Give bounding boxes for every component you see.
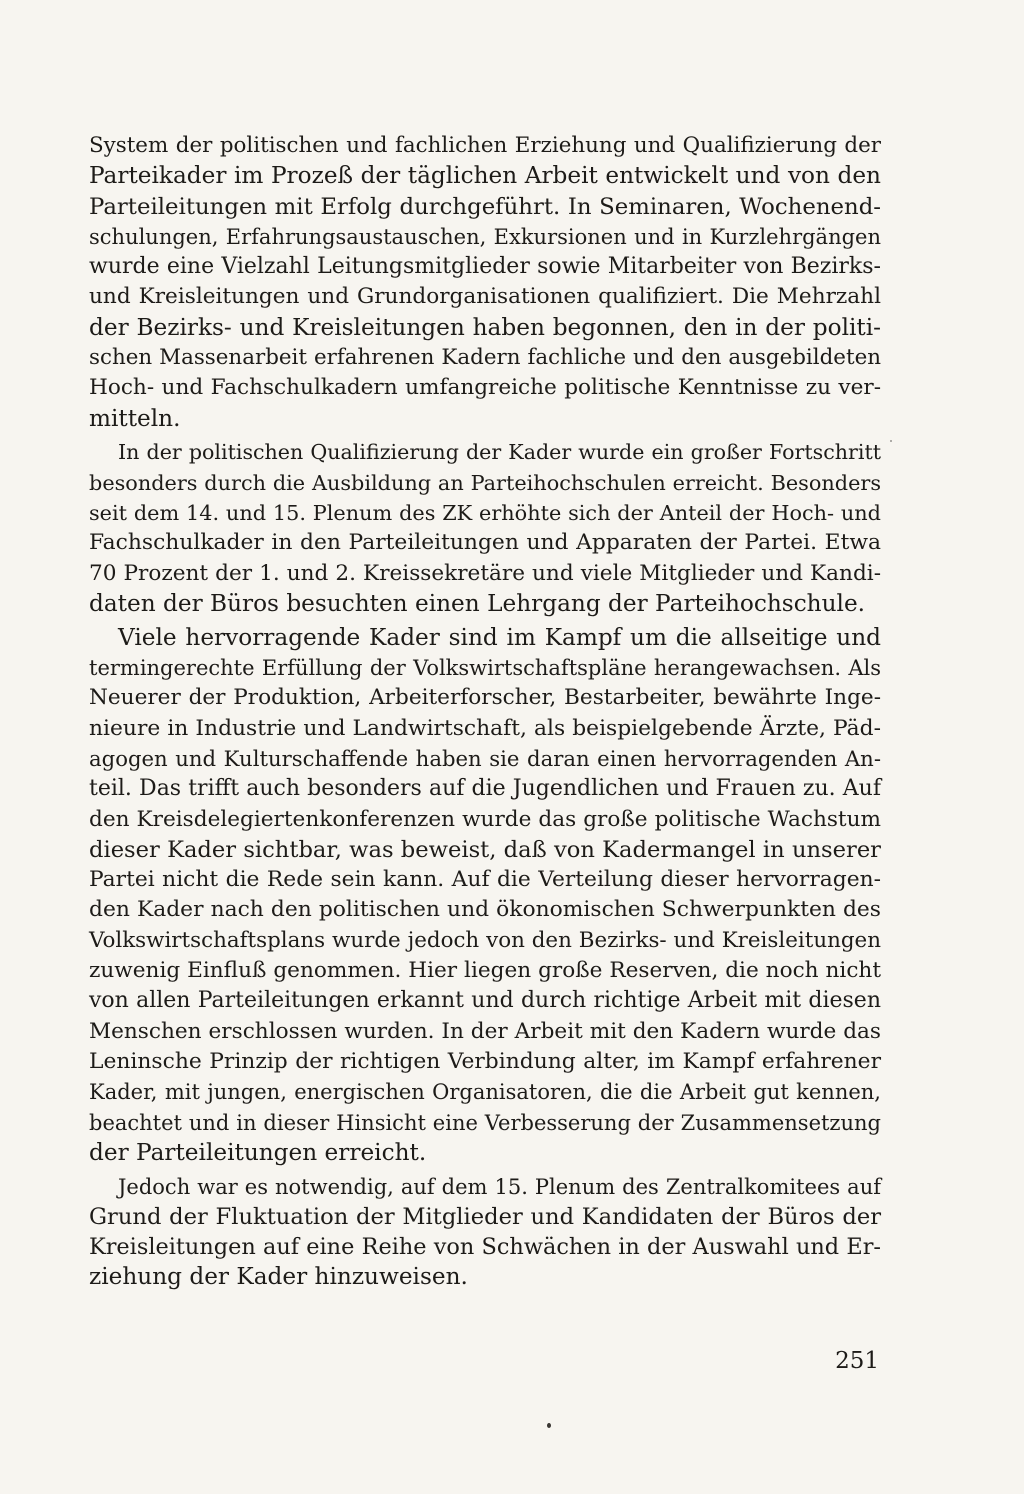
text-line: beachtet und in dieser Hinsicht eine Verbesserung der Zusammensetzung xyxy=(89,1110,881,1135)
text-line: Menschen erschlossen wurden. In der Arbeit mit den Kadern wurde das xyxy=(89,1018,881,1044)
text-line: Parteikader im Prozeß der täglichen Arbeit entwickelt und von den xyxy=(89,162,881,190)
paragraph xyxy=(89,437,881,619)
text-line: termingerechte Erfüllung der Volkswirtschaftspläne herangewachsen. Als xyxy=(89,656,881,681)
text-line: Neuerer der Produktion, Arbeiterforscher, Bestarbeiter, bewährte Inge- xyxy=(89,685,881,711)
text-line: Kader, mit jungen, energischen Organisatoren, die die Arbeit gut kennen, xyxy=(89,1080,881,1105)
body-text xyxy=(89,131,881,1293)
text-line: den Kader nach den politischen und ökonomischen Schwerpunkten des xyxy=(89,897,881,923)
page-number: 251 xyxy=(835,1348,879,1374)
text-line: den Kreisdelegiertenkonferenzen wurde das große politische Wachstum xyxy=(89,806,881,832)
print-speck xyxy=(890,440,892,442)
paragraph xyxy=(89,623,881,1168)
text-line: Leninsche Prinzip der richtigen Verbindung alter, im Kampf erfahrener xyxy=(89,1048,881,1074)
text-line: schen Massenarbeit erfahrenen Kadern fachliche und den ausgebildeten xyxy=(89,345,881,371)
text-line: nieure in Industrie und Landwirtschaft, als beispielgebende Ärzte, Päd- xyxy=(89,715,881,741)
text-line: Partei nicht die Rede sein kann. Auf die Verteilung dieser hervorragen- xyxy=(89,867,881,893)
text-line: der Bezirks- und Kreisleitungen haben begonnen, den in der politi- xyxy=(89,313,881,341)
text-line: seit dem 14. und 15. Plenum des ZK erhöhte sich der Anteil der Hoch- und xyxy=(89,501,881,526)
text-line: 70 Prozent der 1. und 2. Kreissekretäre und viele Mitglieder und Kandi- xyxy=(89,560,881,586)
text-line: In der politischen Qualifizierung der Kader wurde ein großer Fortschritt xyxy=(118,440,881,465)
text-line: schulungen, Erfahrungsaustauschen, Exkursionen und in Kurzlehrgängen xyxy=(89,224,881,249)
text-line: und Kreisleitungen und Grundorganisationen qualifiziert. Die Mehrzahl xyxy=(89,284,881,310)
text-line: Parteileitungen mit Erfolg durchgeführt. In Seminaren, Wochenend- xyxy=(89,193,881,220)
text-line: Hoch- und Fachschulkadern umfangreiche politische Kenntnisse zu ver- xyxy=(89,375,881,401)
text-line: System der politischen und fachlichen Erziehung und Qualifizierung der xyxy=(89,133,881,158)
text-line: dieser Kader sichtbar, was beweist, daß von Kadermangel in unserer xyxy=(89,836,881,863)
text-line: wurde eine Vielzahl Leitungsmitglieder sowie Mitarbeiter von Bezirks- xyxy=(89,254,881,280)
paragraph xyxy=(89,1172,881,1293)
text-line: der Parteileitungen erreicht. xyxy=(89,1138,427,1166)
text-line: Jedoch war es notwendig, auf dem 15. Plenum des Zentralkomitees auf xyxy=(118,1174,881,1199)
text-line: von allen Parteileitungen erkannt und durch richtige Arbeit mit diesen xyxy=(89,988,881,1014)
text-line: besonders durch die Ausbildung an Parteihochschulen erreicht. Besonders xyxy=(89,470,881,495)
text-line: mitteln. xyxy=(89,404,181,432)
text-line: Viele hervorragende Kader sind im Kampf um die allseitige und xyxy=(118,623,881,651)
text-line: Fachschulkader in den Parteileitungen und Apparaten der Partei. Etwa xyxy=(89,530,881,556)
text-line: Kreisleitungen auf eine Reihe von Schwächen in der Auswahl und Er- xyxy=(89,1234,881,1261)
text-line: zuwenig Einfluß genommen. Hier liegen große Reserven, die noch nicht xyxy=(89,958,881,984)
text-line: agogen und Kulturschaffende haben sie daran einen hervorragenden An- xyxy=(89,745,881,771)
text-line: Volkswirtschaftsplans wurde jedoch von den Bezirks- und Kreisleitungen xyxy=(89,927,881,953)
text-line: ziehung der Kader hinzuweisen. xyxy=(89,1263,468,1291)
text-line: Grund der Fluktuation der Mitglieder und Kandidaten der Büros der xyxy=(89,1203,881,1230)
print-speck xyxy=(547,1423,551,1428)
text-line: daten der Büros besuchten einen Lehrgang der Parteihochschule. xyxy=(89,589,866,617)
paragraph xyxy=(89,131,881,434)
text-line: teil. Das trifft auch besonders auf die Jugendlichen und Frauen zu. Auf xyxy=(89,776,881,802)
